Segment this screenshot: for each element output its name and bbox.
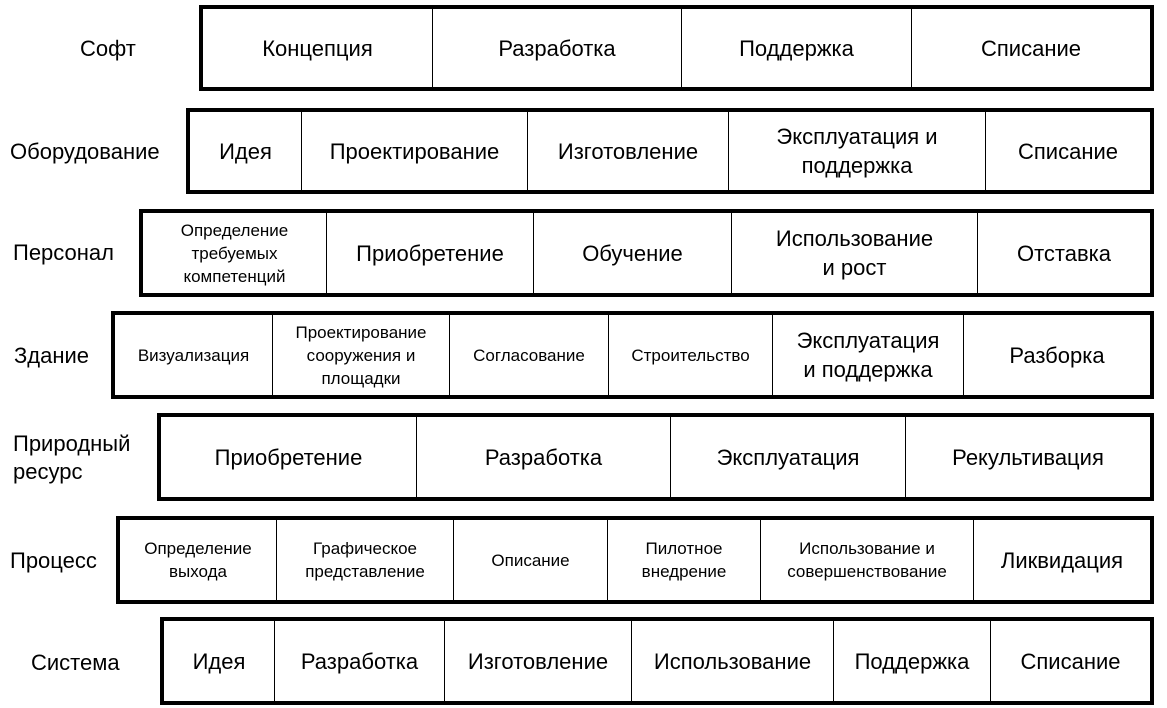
stage-bar-soft (199, 5, 1154, 91)
stage-cell: Списание (990, 621, 1150, 701)
row-label-natural-resource: Природный ресурс (13, 431, 131, 484)
stage-bar-process (116, 516, 1154, 604)
stage-cell: Определение выхода (144, 539, 252, 581)
stage-cell: Визуализация (137, 345, 250, 365)
stage-cell: Списание (911, 9, 1150, 87)
stage-cell: Приобретение (326, 213, 533, 293)
stage-cell: Использование (631, 621, 833, 701)
row-label-building: Здание (14, 343, 90, 368)
stage-cell: Эксплуатация и поддержка (772, 315, 963, 395)
row-label-equipment: Оборудование (10, 139, 160, 164)
row-label-system: Система (31, 650, 120, 675)
stage-cell: Разработка (432, 9, 681, 87)
stage-cell: Изготовление (527, 112, 728, 190)
stage-cell: Разработка (416, 417, 670, 497)
stage-bar-natural-resource (157, 413, 1154, 501)
stage-cell: Эксплуатация и поддержка (728, 112, 985, 190)
stage-cell: Графическое представление (276, 520, 453, 600)
stage-cell: Идея (192, 648, 246, 674)
stage-cell: Разработка (274, 621, 444, 701)
stage-bar-system (160, 617, 1154, 705)
stage-cell: Описание (453, 520, 607, 600)
stage-cell: Приобретение (214, 444, 363, 470)
stage-bar-equipment (186, 108, 1154, 194)
stage-cell: Ликвидация (973, 520, 1150, 600)
stage-bar-building (111, 311, 1154, 399)
row-label-process: Процесс (10, 548, 97, 573)
stage-cell: Идея (219, 138, 272, 164)
stage-cell: Рекультивация (905, 417, 1150, 497)
row-label-personnel: Персонал (13, 240, 114, 265)
stage-cell: Обучение (533, 213, 731, 293)
stage-cell: Отставка (977, 213, 1150, 293)
stage-cell: Концепция (262, 35, 373, 61)
stage-cell: Использование и совершенствование (760, 520, 973, 600)
stage-cell: Поддержка (833, 621, 990, 701)
stage-cell: Согласование (449, 315, 608, 395)
stage-cell: Проектирование сооружения и площадки (272, 315, 449, 395)
stage-cell: Проектирование (301, 112, 527, 190)
stage-cell: Поддержка (681, 9, 911, 87)
stage-cell: Эксплуатация (670, 417, 905, 497)
stage-cell: Разборка (963, 315, 1150, 395)
stage-cell: Строительство (608, 315, 772, 395)
stage-cell: Пилотное внедрение (607, 520, 760, 600)
stage-cell: Списание (985, 112, 1150, 190)
stage-cell: Определение требуемых компетенций (180, 220, 289, 286)
stage-cell: Изготовление (444, 621, 631, 701)
row-label-soft: Софт (80, 36, 136, 61)
stage-bar-personnel (139, 209, 1154, 297)
stage-cell: Использование и рост (731, 213, 977, 293)
